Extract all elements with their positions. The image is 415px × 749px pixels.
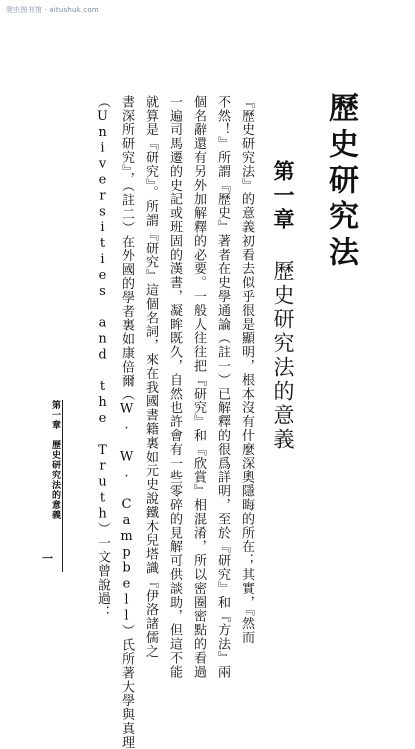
chapter-number: 第一章 [271,160,296,232]
chapter-title: 歷史研究法的意義 [271,260,295,452]
footer-divider [62,400,63,572]
book-title: 歷史研究法 [323,92,358,272]
page-number: 一 [42,552,53,565]
body-line-6: 書深所研究』，（註二）在外國的學者裏如康倍爾（W. W. Campbell）氏所著大學與真理 [119,95,134,749]
body-line-1: 『歷史研究法』的意義初看去似乎很是顯明，根本沒有什麼深奧隱晦的所在；其實，『然而 [239,95,254,645]
body-line-4: 一遍司馬遷的史記或班固的漢書，凝眸既久，自然也許會有一些零碎的見解可供談助，但這不能 [167,95,182,679]
body-line-3: 個名辭還有另外加解釋的必要。一般人往往把『研究』和『欣賞』相混淆，所以密圈密點的看過 [191,95,206,679]
body-line-7: （Universities and the Truth）一文曾說過： [95,95,110,620]
body-line-5: 就算是『研究』。所謂『研究』這個名詞，來在我國書籍裏如元史說鐵木兒塔識『伊洛諸儒之 [143,95,158,659]
watermark: 爬虫图书馆 · aitushuk.com [6,6,99,14]
body-line-2: 不然！』所謂『歷史』著者在史學通論（註一）已解釋的很爲詳明，至於『研究』和『方法』兩 [215,95,230,679]
running-footer: 第一章 歷史研究法的意義 [50,400,60,520]
